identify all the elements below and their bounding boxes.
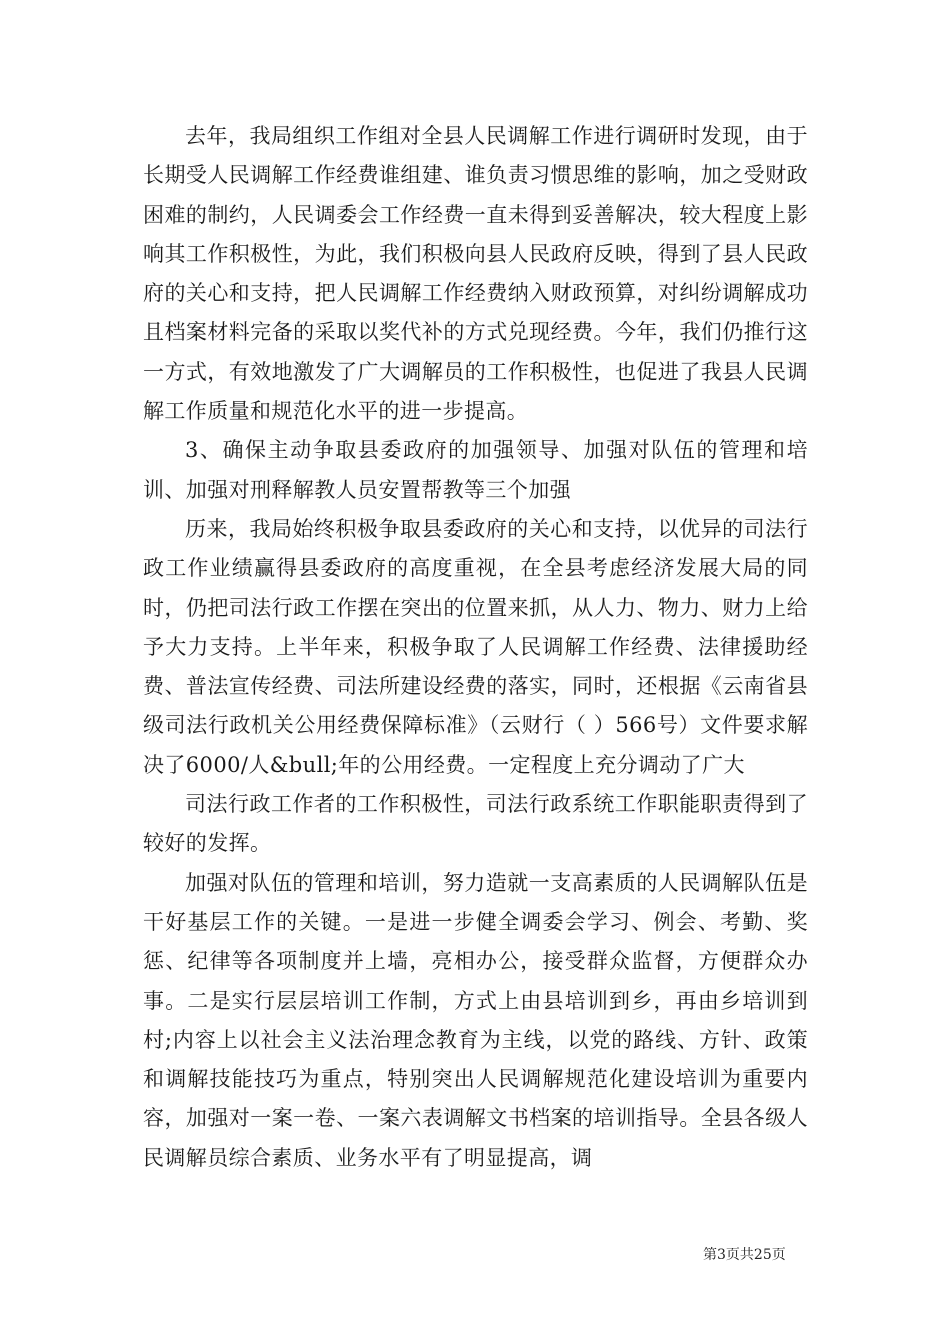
page-number-footer: 第3页共25页	[703, 1247, 786, 1263]
paragraph-5: 加强对队伍的管理和培训，努力造就一支高素质的人民调解队伍是干好基层工作的关键。一是进一步健全调委会学习、例会、考勤、奖惩、纪律等各项制度并上墙，亮相办公，接受群众监督，方便群众办事。二是实行层层培训工作制，方式上由县培训到乡，再由乡培训到村;内容上以社会主义法治理念教育为主线，以党的路线、方针、政策和调解技能技巧为重点，特别突出人民调解规范化建设培训为重要内容，加强对一案一卷、一案六表调解文书档案的培训指导。全县各级人民调解员综合素质、业务水平有了明显提高，调	[143, 870, 808, 1170]
paragraph-3: 历来，我局始终积极争取县委政府的关心和支持，以优异的司法行政工作业绩赢得县委政府的高度重视，在全县考虑经济发展大局的同时，仍把司法行政工作摆在突出的位置来抓，从人力、物力、财力上给予大力支持。上半年来，积极争取了人民调解工作经费、法律援助经费、普法宣传经费、司法所建设经费的落实，同时，还根据《云南省县级司法行政机关公用经费保障标准》（云财行（ ）566号）文件要求解决了6000/人&bull;年的公用经费。一定程度上充分调动了广大	[143, 516, 808, 777]
paragraph-2-heading: 3、确保主动争取县委政府的加强领导、加强对队伍的管理和培训、加强对刑释解教人员安置帮教等三个加强	[143, 438, 808, 502]
paragraph-1: 去年，我局组织工作组对全县人民调解工作进行调研时发现，由于长期受人民调解工作经费谁组建、谁负责习惯思维的影响，加之受财政困难的制约，人民调委会工作经费一直未得到妥善解决，较大程度上影响其工作积极性，为此，我们积极向县人民政府反映，得到了县人民政府的关心和支持，把人民调解工作经费纳入财政预算，对纠纷调解成功且档案材料完备的采取以奖代补的方式兑现经费。今年，我们仍推行这一方式，有效地激发了广大调解员的工作积极性，也促进了我县人民调解工作质量和规范化水平的进一步提高。	[143, 124, 808, 424]
document-body	[143, 117, 808, 1178]
paragraph-4: 司法行政工作者的工作积极性，司法行政系统工作职能职责得到了较好的发挥。	[143, 792, 808, 856]
